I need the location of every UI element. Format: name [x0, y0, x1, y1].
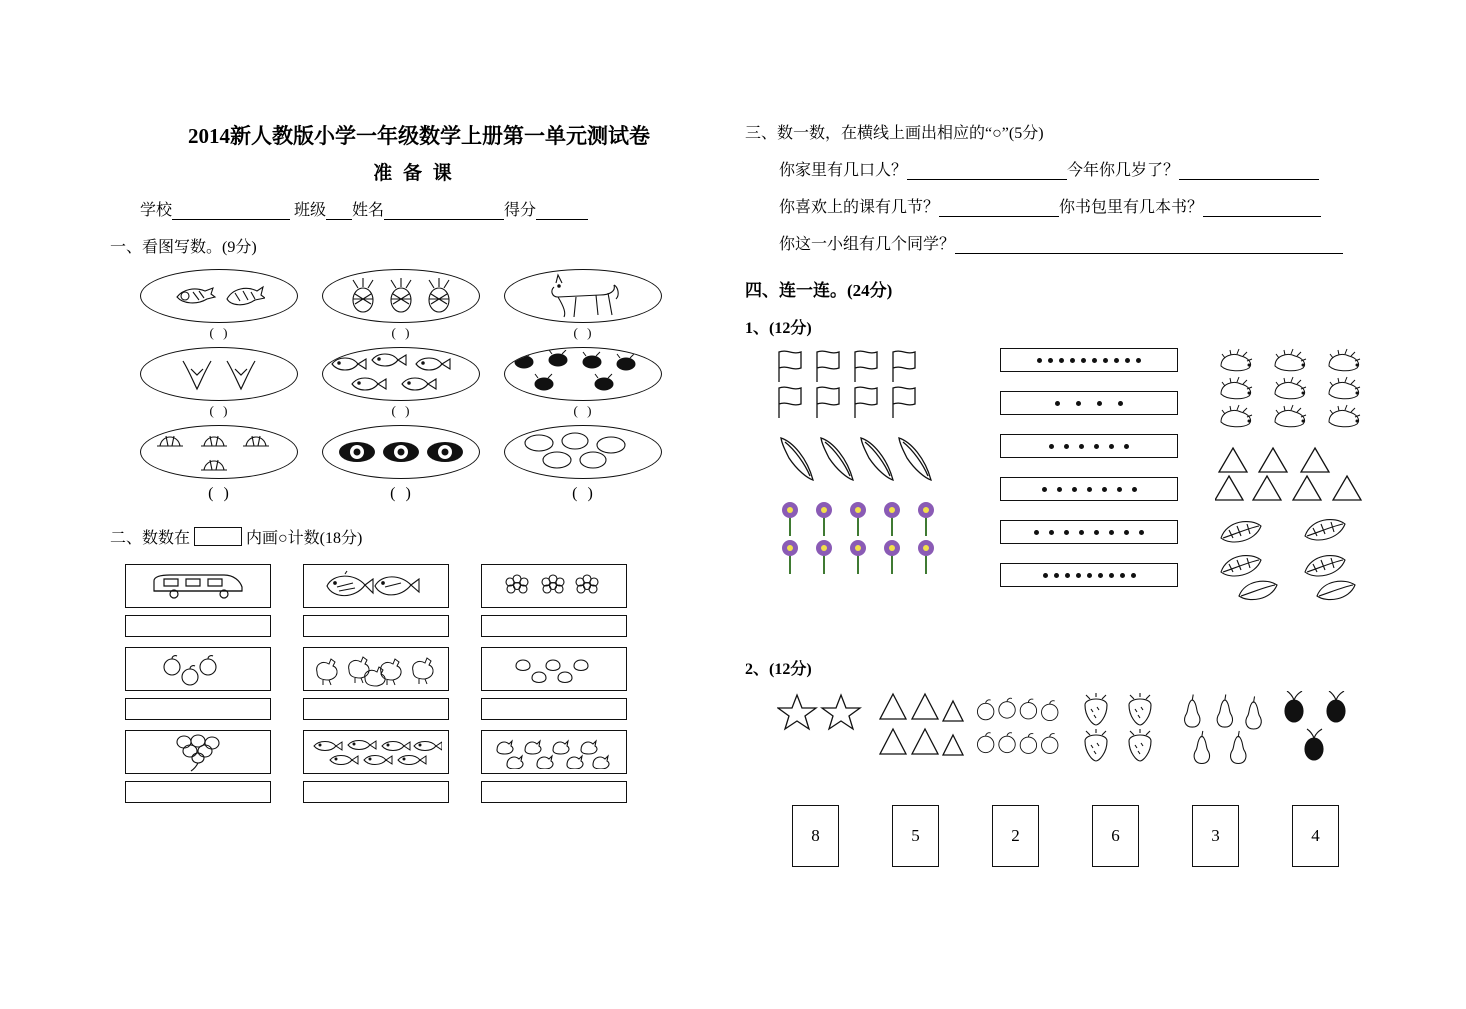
dot-bar[interactable] [1000, 477, 1178, 501]
class-label: 班级 [294, 202, 327, 219]
section-4-sub2-label: 2、(12分) [745, 661, 812, 678]
answer-box[interactable] [481, 615, 627, 637]
picture-box-apple [125, 647, 271, 691]
dot [1079, 530, 1084, 535]
icon-group-radish [1275, 691, 1367, 765]
question-text: 你书包里有几本书？ [1059, 199, 1204, 216]
answer-box[interactable] [125, 698, 271, 720]
oval-potato [504, 425, 662, 479]
bird-icon [177, 355, 217, 393]
pear-icon [1175, 691, 1267, 767]
answer-blank[interactable]: ( ) [208, 485, 232, 502]
answer-box[interactable] [303, 698, 449, 720]
picture-box-peach [481, 647, 627, 691]
dot [1120, 573, 1125, 578]
class-input[interactable] [326, 204, 352, 220]
name-label: 姓名 [352, 202, 385, 219]
answer-blank[interactable]: ( ) [209, 403, 231, 418]
dot [1048, 358, 1053, 363]
picture-box-balloon [125, 730, 271, 774]
leaf-icon [1215, 514, 1385, 606]
hat-icon [146, 428, 292, 476]
picture-box-bus [125, 564, 271, 608]
oval-fish [322, 347, 480, 401]
match2-icon-row [775, 691, 1385, 767]
triangle-icon [877, 691, 965, 763]
box-cell [303, 730, 451, 803]
eye-icon [337, 438, 377, 466]
picture-box-duck [303, 647, 449, 691]
question-row [745, 157, 1385, 180]
flower-icon [499, 571, 609, 601]
answer-blank[interactable]: ( ) [209, 325, 231, 340]
oval-cell [140, 425, 300, 503]
dot [1125, 358, 1130, 363]
triangle-icon [1215, 446, 1385, 508]
dot [1034, 530, 1039, 535]
score-input[interactable] [536, 204, 588, 220]
fish-small-icon [310, 735, 442, 769]
page-subtitle: 准 备 课 [373, 163, 455, 184]
oval-cell [140, 269, 300, 341]
match1-right-column [1215, 348, 1395, 606]
oval-donkey [504, 269, 662, 323]
dot [1070, 358, 1075, 363]
dot [1042, 487, 1047, 492]
box-row [125, 647, 710, 720]
score-label: 得分 [504, 202, 537, 219]
eye-icon [425, 438, 465, 466]
dot [1102, 487, 1107, 492]
apple-icon [154, 651, 242, 687]
answer-box[interactable] [125, 781, 271, 803]
picture-box-fish-small [303, 730, 449, 774]
question-blank[interactable] [907, 163, 1067, 180]
dot [1065, 573, 1070, 578]
dot [1037, 358, 1042, 363]
bee-icon [508, 350, 658, 398]
dot [1097, 401, 1102, 406]
dot [1103, 358, 1108, 363]
dot [1072, 487, 1077, 492]
dot-bar[interactable] [1000, 348, 1178, 372]
dot [1139, 530, 1144, 535]
number-card[interactable]: 2 [992, 805, 1039, 867]
flag-icon [775, 348, 955, 420]
section-2-heading-before: 二、数数在 [110, 530, 191, 547]
section-4-heading: 四、连一连。(24分) [745, 281, 893, 300]
number-card[interactable]: 5 [892, 805, 939, 867]
pineapple-icon [422, 278, 456, 314]
number-card[interactable]: 4 [1292, 805, 1339, 867]
dot [1049, 530, 1054, 535]
school-input[interactable] [172, 204, 290, 220]
answer-box[interactable] [125, 615, 271, 637]
question-text: 你这一小组有几个同学？ [779, 236, 956, 253]
eye-icon [381, 438, 421, 466]
oval-cell [322, 269, 482, 341]
answer-box[interactable] [481, 698, 627, 720]
section-3-heading: 三、数一数，在横线上画出相应的“○”(5分) [745, 125, 1044, 142]
picture-box-flower [481, 564, 627, 608]
box-cell [125, 647, 273, 720]
question-blank[interactable] [939, 200, 1059, 217]
match1-dotbar-column [1000, 348, 1190, 606]
box-cell [125, 730, 273, 803]
dot-bar[interactable] [1000, 520, 1178, 544]
oval-row [140, 269, 670, 341]
section-1-heading: 一、看图写数。(9分) [110, 239, 257, 256]
box-row [125, 730, 710, 803]
answer-blank[interactable]: ( ) [391, 403, 413, 418]
airplane-icon [173, 279, 217, 313]
icon-group-triangle [875, 691, 967, 763]
right-column [745, 120, 1385, 891]
question-row [745, 194, 1385, 217]
oval-cell [504, 269, 664, 341]
question-blank[interactable] [955, 237, 1343, 254]
airplane-icon [221, 279, 265, 313]
dot [1079, 444, 1084, 449]
section-2-grid [125, 564, 710, 803]
bus-icon [150, 569, 246, 603]
strawberry-icon [1077, 691, 1165, 765]
dot [1124, 530, 1129, 535]
bird-icon [221, 355, 261, 393]
dot [1118, 401, 1123, 406]
match-group-2 [745, 691, 1385, 891]
page-title: 2014新人教版小学一年级数学上册第一单元测试卷 [188, 124, 650, 148]
dot-bar[interactable] [1000, 391, 1178, 415]
icon-group-pear [1175, 691, 1267, 767]
angelfish-icon [321, 568, 431, 604]
box-cell [125, 564, 273, 637]
dot [1092, 358, 1097, 363]
picture-box-angelfish [303, 564, 449, 608]
box-cell [481, 647, 629, 720]
school-label: 学校 [140, 202, 173, 219]
dot [1094, 530, 1099, 535]
dot-bar[interactable] [1000, 434, 1178, 458]
dot [1057, 487, 1062, 492]
dot [1087, 487, 1092, 492]
answer-blank[interactable]: ( ) [390, 485, 414, 502]
bird-group-icon [491, 735, 617, 769]
answer-blank[interactable]: ( ) [573, 403, 595, 418]
box-row [125, 564, 710, 637]
fish-icon [328, 350, 474, 398]
dot [1076, 573, 1081, 578]
oval-cell [140, 347, 300, 419]
dot [1132, 487, 1137, 492]
balloon-icon [158, 732, 238, 772]
hedgehog-icon [1215, 348, 1385, 432]
match-group-1 [745, 348, 1385, 638]
picture-box-bird-group [481, 730, 627, 774]
box-cell [481, 730, 629, 803]
number-card[interactable]: 3 [1192, 805, 1239, 867]
dot [1109, 573, 1114, 578]
section-1-grid [140, 269, 670, 503]
dot [1114, 358, 1119, 363]
box-cell [481, 564, 629, 637]
student-info-row [110, 197, 710, 220]
oval-cell [322, 347, 482, 419]
star-icon [777, 691, 865, 731]
dot [1055, 401, 1060, 406]
dot [1131, 573, 1136, 578]
question-text: 你喜欢上的课有几节？ [779, 199, 940, 216]
dot [1081, 358, 1086, 363]
pineapple-icon [346, 278, 380, 314]
dot [1094, 444, 1099, 449]
answer-box[interactable] [303, 781, 449, 803]
box-cell [303, 647, 451, 720]
banana-icon [775, 432, 955, 490]
answer-blank[interactable]: ( ) [572, 485, 596, 502]
dot-bar[interactable] [1000, 563, 1178, 587]
box-cell [303, 564, 451, 637]
dot [1109, 444, 1114, 449]
left-column [110, 120, 710, 813]
dot [1054, 573, 1059, 578]
dot [1124, 444, 1129, 449]
oval-bee [504, 347, 662, 401]
oval-cell [504, 347, 664, 419]
question-blank[interactable] [1179, 163, 1319, 180]
icon-group-strawberry [1075, 691, 1167, 765]
match1-left-column [775, 348, 965, 578]
oval-cell [504, 425, 664, 503]
oval-pineapple [322, 269, 480, 323]
oval-row [140, 425, 670, 503]
oval-cell [322, 425, 482, 503]
section-4-sub1-label: 1、(12分) [745, 320, 812, 337]
dot [1076, 401, 1081, 406]
dot [1136, 358, 1141, 363]
oval-bird [140, 347, 298, 401]
answer-box[interactable] [303, 615, 449, 637]
icon-group-plum [975, 691, 1067, 765]
plum-icon [975, 691, 1067, 765]
oval-eye [322, 425, 480, 479]
section-2-heading-after: 内画○计数(18分) [246, 530, 363, 547]
duck-icon [311, 650, 441, 688]
dot [1064, 530, 1069, 535]
dot [1098, 573, 1103, 578]
dot [1043, 573, 1048, 578]
potato-icon [513, 429, 653, 475]
answer-blank[interactable]: ( ) [391, 325, 413, 340]
dot [1087, 573, 1092, 578]
dot [1049, 444, 1054, 449]
answer-box[interactable] [481, 781, 627, 803]
number-card[interactable]: 6 [1092, 805, 1139, 867]
inline-box-placeholder [194, 527, 242, 546]
question-text: 今年你几岁了？ [1067, 162, 1180, 179]
oval-hat [140, 425, 298, 479]
number-card-row [792, 805, 1385, 867]
dot [1117, 487, 1122, 492]
oval-row [140, 347, 670, 419]
question-text: 你家里有几口人？ [779, 162, 908, 179]
peach-icon [506, 652, 602, 686]
dot [1064, 444, 1069, 449]
radish-icon [1276, 691, 1366, 765]
donkey-icon [540, 273, 626, 319]
oval-airplane [140, 269, 298, 323]
question-row [745, 231, 1385, 254]
question-blank[interactable] [1203, 200, 1321, 217]
pineapple-icon [384, 278, 418, 314]
section-2-heading [110, 525, 710, 548]
answer-blank[interactable]: ( ) [573, 325, 595, 340]
flower-purple-icon [775, 498, 955, 578]
dot [1109, 530, 1114, 535]
icon-group-star [775, 691, 867, 763]
dot [1059, 358, 1064, 363]
name-input[interactable] [384, 204, 504, 220]
number-card[interactable]: 8 [792, 805, 839, 867]
